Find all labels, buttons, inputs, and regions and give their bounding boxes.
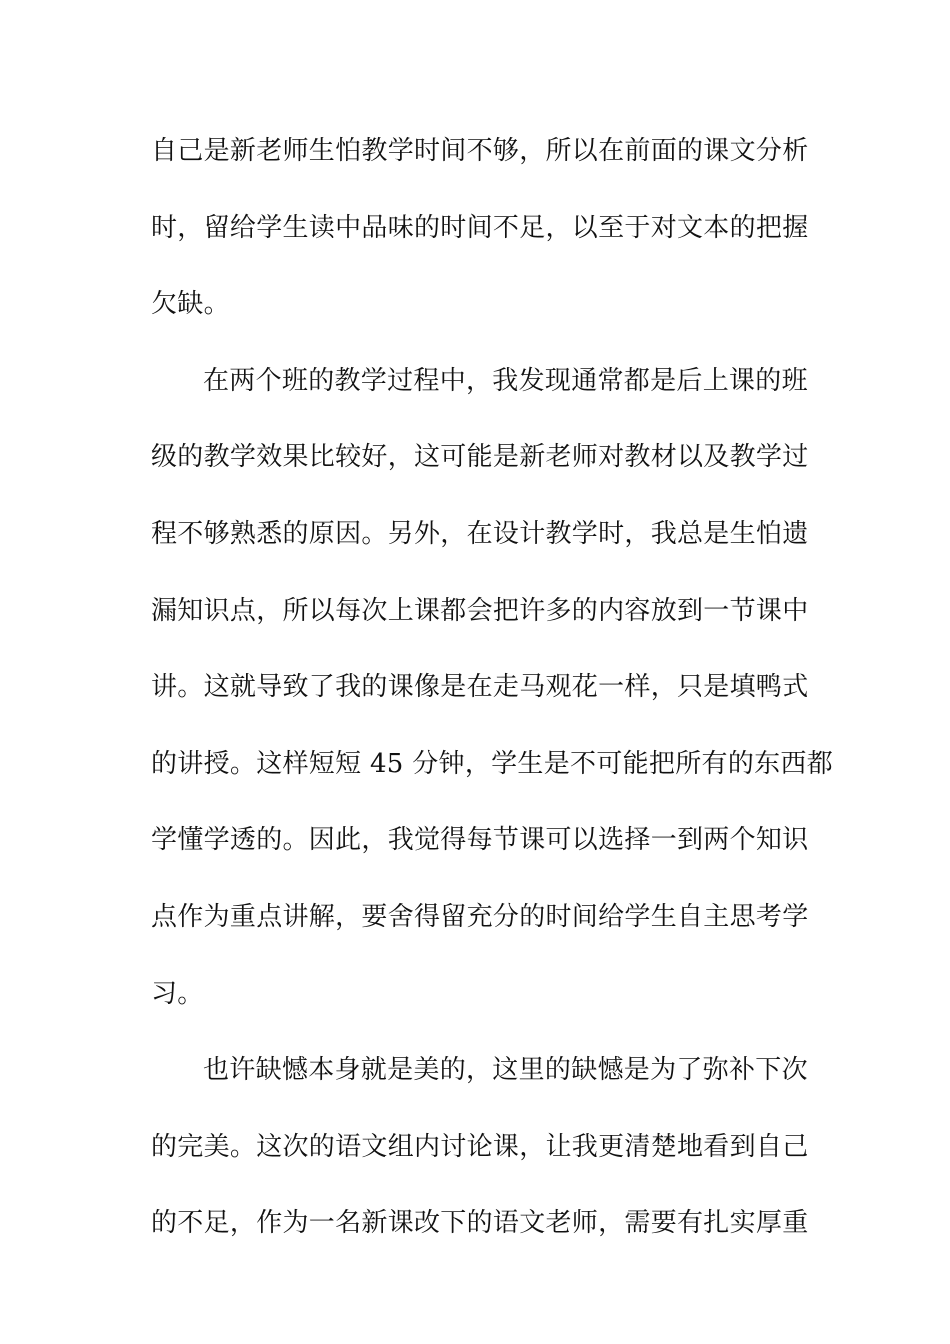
- text-line: 欠缺。: [151, 289, 230, 320]
- text-line: 讲。这就导致了我的课像是在走马观花一样，只是填鸭式: [151, 672, 809, 703]
- text-line: 的不足，作为一名新课改下的语文老师，需要有扎实厚重: [151, 1208, 809, 1239]
- text-line: 的完美。这次的语文组内讨论课，让我更清楚地看到自己: [151, 1131, 809, 1162]
- paragraph-start-line: 在两个班的教学过程中，我发现通常都是后上课的班: [203, 365, 808, 396]
- text-line: 的讲授。这样短短 45 分钟，学生是不可能把所有的东西都: [151, 748, 834, 779]
- text-line: 漏知识点，所以每次上课都会把许多的内容放到一节课中: [151, 595, 809, 626]
- text-line: 程不够熟悉的原因。另外，在设计教学时，我总是生怕遗: [151, 518, 809, 549]
- text-line: 时，留给学生读中品味的时间不足，以至于对文本的把握: [151, 212, 809, 243]
- document-body: [151, 126, 834, 1275]
- text-line: 习。: [151, 978, 204, 1009]
- text-line: 学懂学透的。因此，我觉得每节课可以选择一到两个知识: [151, 825, 809, 856]
- text-line: 自己是新老师生怕教学时间不够，所以在前面的课文分析: [151, 136, 809, 166]
- text-line: 级的教学效果比较好，这可能是新老师对教材以及教学过: [151, 442, 809, 473]
- paragraph-start-line: 也许缺憾本身就是美的，这里的缺憾是为了弥补下次: [203, 1055, 808, 1086]
- text-line: 点作为重点讲解，要舍得留充分的时间给学生自主思考学: [151, 901, 809, 932]
